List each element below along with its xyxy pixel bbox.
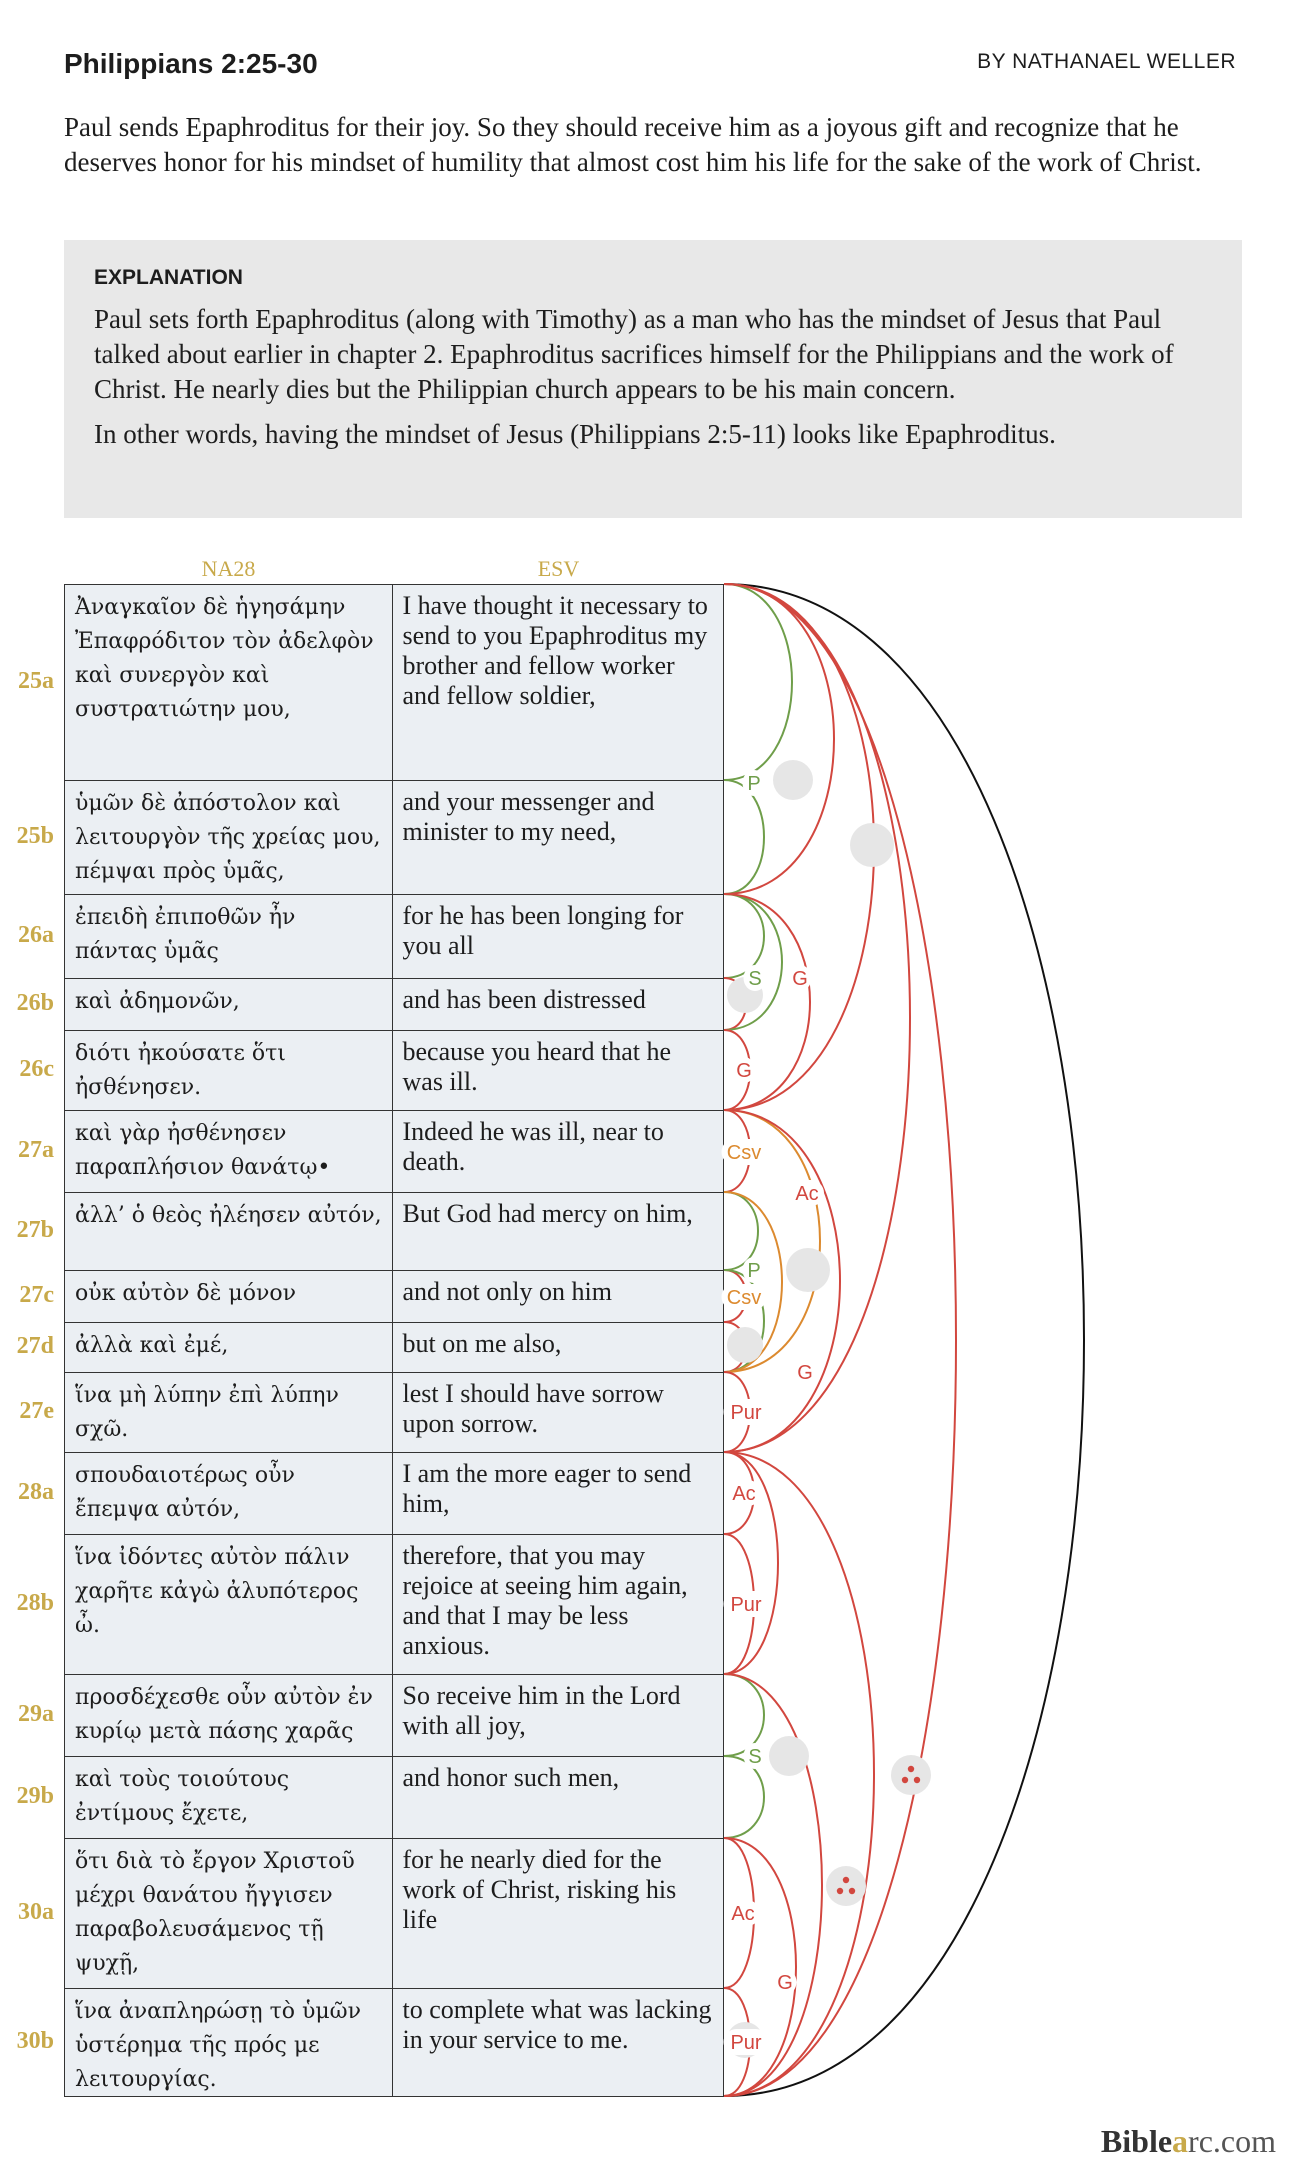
group-marker-dot	[902, 1777, 908, 1783]
verse-ref: 27a	[18, 1137, 54, 1163]
english-cell: So receive him in the Lord with all joy,	[392, 1674, 725, 1757]
english-cell: therefore, that you may rejoice at seeing him again, and that I may be less anxious.	[392, 1534, 725, 1675]
english-cell: because you heard that he was ill.	[392, 1030, 725, 1111]
greek-cell: ἵνα ἰδόντες αὐτὸν πάλιν χαρῆτε κἀγὼ ἀλυπότερος ὦ.	[64, 1534, 393, 1675]
arc-25	[724, 584, 834, 894]
logo-part-domain: rc.com	[1188, 2123, 1276, 2159]
arc-label: Ac	[795, 1183, 819, 1205]
arc-label: S	[748, 968, 762, 990]
english-cell: But God had mercy on him,	[392, 1192, 725, 1271]
verse-ref: 27c	[19, 1282, 54, 1308]
arc-label: Pur	[730, 1594, 762, 1616]
verse-ref: 27e	[19, 1398, 54, 1424]
author-byline: BY NATHANAEL WELLER	[977, 50, 1236, 73]
greek-cell: ἐπειδὴ ἐπιποθῶν ἦν πάντας ὑμᾶς	[64, 894, 393, 979]
verse-ref: 28a	[18, 1479, 54, 1505]
group-marker-dot	[849, 1888, 855, 1894]
greek-cell: καὶ τοὺς τοιούτους ἐντίμους ἔχετε,	[64, 1756, 393, 1839]
group-marker[interactable]	[826, 1866, 866, 1906]
collapse-marker[interactable]	[786, 1248, 830, 1292]
group-marker-dot	[837, 1888, 843, 1894]
greek-cell: ἵνα ἀναπληρώσῃ τὸ ὑμῶν ὑστέρημα τῆς πρός με λειτουργίας.	[64, 1988, 393, 2097]
greek-cell: καὶ ἀδημονῶν,	[64, 978, 393, 1031]
greek-cell: διότι ἠκούσατε ὅτι ἠσθένησεν.	[64, 1030, 393, 1111]
collapse-marker[interactable]	[769, 1736, 809, 1776]
group-marker-dot	[843, 1877, 849, 1883]
collapse-marker[interactable]	[727, 1327, 763, 1363]
logo-part-a: a	[1172, 2123, 1189, 2159]
arc-label: Pur	[730, 2032, 762, 2054]
verse-ref: 28b	[16, 1590, 54, 1616]
arc-label: Csv	[726, 1142, 762, 1164]
greek-cell: σπουδαιοτέρως οὖν ἔπεμψα αὐτόν,	[64, 1452, 393, 1535]
biblearc-logo[interactable]	[1101, 2123, 1276, 2160]
arc-25a	[724, 584, 792, 780]
verse-ref: 25a	[18, 668, 54, 694]
verse-ref: 26a	[18, 922, 54, 948]
collapse-marker[interactable]	[773, 760, 813, 800]
greek-cell: ὑμῶν δὲ ἀπόστολον καὶ λειτουργὸν τῆς χρείας μου, πέμψαι πρὸς ὑμᾶς,	[64, 780, 393, 895]
arc-30	[724, 1838, 796, 2096]
verse-ref: 30a	[18, 1899, 54, 1925]
arc-label: P	[747, 773, 761, 795]
page-title: Philippians 2:25-30	[64, 48, 318, 79]
arc-label: G	[797, 1362, 813, 1384]
greek-cell: ὅτι διὰ τὸ ἔργον Χριστοῦ μέχρι θανάτου ἤγγισεν παραβολευσάμενος τῇ ψυχῇ,	[64, 1838, 393, 1989]
verse-ref: 30b	[16, 2028, 54, 2054]
english-cell: lest I should have sorrow upon sorrow.	[392, 1372, 725, 1453]
explanation-paragraph-1: Paul sets forth Epaphroditus (along with Timothy) as a man who has the mindset of Jesus that Paul talked about earlier in chapter 2. Epaphroditus sacrifices himself for the Philippians and the work of Christ. He nearly dies but the Philippian church appears to be his main concern.	[94, 304, 1174, 404]
greek-cell: Ἀναγκαῖον δὲ ἡγησάμην Ἐπαφρόδιτον τὸν ἀδελφὸν καὶ συνεργὸν καὶ συστρατιώτην μου,	[64, 584, 393, 781]
arc-label: G	[736, 1060, 752, 1082]
arc-label: Ac	[731, 1903, 755, 1925]
english-cell: for he nearly died for the work of Christ, risking his life	[392, 1838, 725, 1989]
english-cell: and not only on him	[392, 1270, 725, 1323]
english-cell: for he has been longing for you all	[392, 894, 725, 979]
greek-cell: ἀλλ’ ὁ θεὸς ἠλέησεν αὐτόν,	[64, 1192, 393, 1271]
verse-ref: 25b	[16, 823, 54, 849]
logo-part-bible: Bible	[1100, 2123, 1173, 2159]
arc-label: Pur	[730, 1402, 762, 1424]
verse-ref: 29a	[18, 1701, 54, 1727]
arc-label: G	[777, 1972, 793, 1994]
outer-arc	[724, 584, 1084, 2096]
explanation-heading: EXPLANATION	[94, 266, 243, 289]
greek-column-header: NA28	[201, 556, 256, 581]
greek-cell: ἵνα μὴ λύπην ἐπὶ λύπην σχῶ.	[64, 1372, 393, 1453]
arc-25-27	[724, 584, 910, 1452]
verse-ref: 27d	[16, 1333, 54, 1359]
explanation-paragraph-2: In other words, having the mindset of Jesus (Philippians 2:5-11) looks like Epaphroditus.	[94, 419, 1056, 449]
group-marker[interactable]	[891, 1755, 931, 1795]
greek-cell: προσδέχεσθε οὖν αὐτὸν ἐν κυρίῳ μετὰ πάσης χαρᾶς	[64, 1674, 393, 1757]
arc-label: Csv	[726, 1287, 762, 1309]
arc-label: Ac	[732, 1483, 756, 1505]
greek-cell: ἀλλὰ καὶ ἐμέ,	[64, 1322, 393, 1373]
arc-label: P	[747, 1260, 761, 1282]
verse-ref: 29b	[16, 1783, 54, 1809]
greek-cell: καὶ γὰρ ἠσθένησεν παραπλήσιον θανάτῳ•	[64, 1110, 393, 1193]
english-cell: but on me also,	[392, 1322, 725, 1373]
english-cell: I have thought it necessary to send to you Epaphroditus my brother and fellow worker and fellow soldier,	[392, 584, 725, 781]
english-column-header: ESV	[537, 556, 580, 581]
summary-text: Paul sends Epaphroditus for their joy. So they should receive him as a joyous gift and recognize that he deserves honor for his mindset of humility that almost cost him his life for the sake of the work of Christ.	[64, 112, 1202, 177]
english-cell: I am the more eager to send him,	[392, 1452, 725, 1535]
group-marker-dot	[914, 1777, 920, 1783]
english-cell: to complete what was lacking in your service to me.	[392, 1988, 725, 2097]
arc-25b	[724, 780, 764, 894]
greek-cell: οὐκ αὐτὸν δὲ μόνον	[64, 1270, 393, 1323]
verse-ref: 26c	[19, 1056, 54, 1082]
group-marker-dot	[908, 1766, 914, 1772]
verse-ref: 27b	[16, 1217, 54, 1243]
english-cell: and has been distressed	[392, 978, 725, 1031]
collapse-marker[interactable]	[850, 823, 894, 867]
arc-label: G	[792, 968, 808, 990]
arc-28-30	[724, 1452, 874, 2096]
arc-label: S	[748, 1746, 762, 1768]
english-cell: and your messenger and minister to my need,	[392, 780, 725, 895]
verse-ref: 26b	[16, 990, 54, 1016]
english-cell: and honor such men,	[392, 1756, 725, 1839]
english-cell: Indeed he was ill, near to death.	[392, 1110, 725, 1193]
